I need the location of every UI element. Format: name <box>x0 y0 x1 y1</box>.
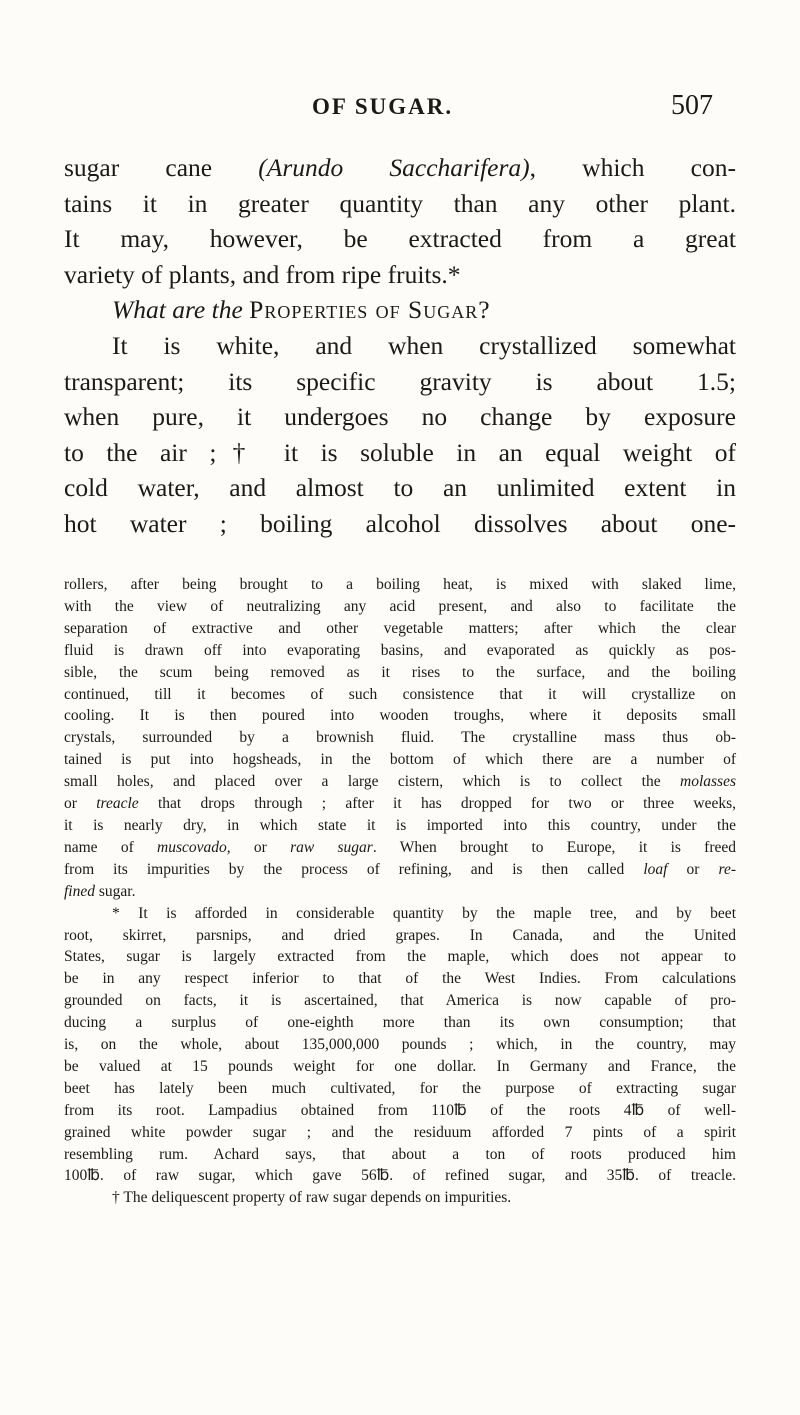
footnote-line <box>64 749 736 771</box>
footnote-line <box>64 771 736 793</box>
text-run: cold water, and almost to an unlimited extent in <box>64 473 736 503</box>
text-run: States, sugar is largely extracted from the maple, which does not appear to <box>64 948 736 966</box>
footnote-line <box>64 1144 736 1166</box>
running-head <box>0 90 800 130</box>
footnote-line <box>64 684 736 706</box>
text-run: to the air ;† it is soluble in an equal weight of <box>64 437 736 467</box>
text-run: or <box>64 795 97 813</box>
footnotes <box>64 574 736 1209</box>
text-run: sugar. <box>95 882 136 900</box>
text-run: , or <box>226 838 291 856</box>
text-run: it is nearly dry, in which state it is imported into this country, under the <box>64 816 736 834</box>
text-run: fluid is drawn off into evaporating basins, and evaporated as quickly as pos- <box>64 641 736 659</box>
text-run: † The deliquescent property of raw sugar depends on impurities. <box>112 1189 512 1207</box>
text-run: , which con- <box>529 153 736 182</box>
text-run: transparent; its specific gravity is about 1.5; <box>64 366 736 396</box>
body-line <box>64 506 736 542</box>
text-run: from its impurities by the process of refining, and is then called <box>64 860 644 878</box>
text-run: name of <box>64 838 158 856</box>
body-line <box>64 150 736 186</box>
body-line <box>64 399 736 435</box>
footnote-line <box>64 662 736 684</box>
text-run: continued, till it becomes of such consistence that it will crystallize on <box>64 685 736 703</box>
text-run: ? <box>478 295 490 325</box>
text-run: loaf <box>643 860 668 878</box>
text-run: treacle <box>96 795 139 813</box>
text-run: separation of extractive and other vegetable matters; after which the clear <box>64 619 736 637</box>
body-line <box>64 364 736 400</box>
text-run: small holes, and placed over a large cistern, which is to collect the <box>64 773 681 791</box>
text-run: cooling. It is then poured into wooden troughs, where it deposits small <box>64 707 736 725</box>
text-run: . When brought to Europe, it is freed <box>372 838 737 856</box>
text-run: rollers, after being brought to a boiling heat, is mixed with slaked lime, <box>64 576 736 593</box>
footnote-line <box>64 727 736 749</box>
text-run: ducing a surplus of one-eighth more than its own consumption; that <box>64 1014 736 1032</box>
text-run: beet has lately been much cultivated, for the purpose of extracting sugar <box>64 1079 736 1097</box>
text-run: that drops through ; after it has dropped for two or three weeks, <box>138 795 736 813</box>
footnote-line <box>64 968 736 990</box>
text-run: * It is afforded in considerable quantity by the maple tree, and by beet <box>112 904 736 922</box>
text-run: 100℔. of raw sugar, which gave 56℔. of refined sugar, and 35℔. of treacle. <box>64 1167 736 1185</box>
footnote-line <box>64 1100 736 1122</box>
text-run: variety of plants, and from ripe fruits.* <box>64 259 461 289</box>
text-run: sugar cane <box>64 153 259 182</box>
footnote-line <box>64 925 736 947</box>
footnote-line <box>64 1122 736 1144</box>
body-line <box>64 257 736 293</box>
text-run: What are the <box>112 295 243 325</box>
body-line <box>64 186 736 222</box>
footnote-line <box>64 618 736 640</box>
text-run: resembling rum. Achard says, that about a ton of roots produced him <box>64 1145 736 1163</box>
footnote-line <box>64 574 736 596</box>
running-title: OF SUGAR. <box>312 94 454 119</box>
text-run: It may, however, be extracted from a great <box>64 224 736 254</box>
footnote-line <box>64 1056 736 1078</box>
body-line <box>64 221 736 257</box>
body-line <box>64 435 736 471</box>
footnote-line <box>64 596 736 618</box>
text-run: grained white powder sugar ; and the residuum afforded 7 pints of a spirit <box>64 1123 736 1141</box>
text-run: with the view of neutralizing any acid present, and also to facilitate the <box>64 597 736 615</box>
body-line <box>64 470 736 506</box>
footnote-line <box>64 1187 736 1209</box>
text-run: molasses <box>680 773 736 791</box>
text-run: when pure, it undergoes no change by exposure <box>64 402 736 432</box>
footnote-line <box>64 990 736 1012</box>
footnote-line <box>64 1078 736 1100</box>
text-run: sible, the scum being removed as it rises to the surface, and the boiling <box>64 663 736 681</box>
footnote-line <box>64 1012 736 1034</box>
footnote-line <box>64 815 736 837</box>
text-run: fined <box>64 882 95 900</box>
footnote-line <box>64 946 736 968</box>
text-run: tains it in greater quantity than any other plant. <box>64 188 736 218</box>
text-run: be valued at 15 pounds weight for one dollar. In Germany and France, the <box>64 1057 736 1075</box>
footnote-line <box>64 859 736 881</box>
text-run: (Arundo Saccharifera) <box>258 153 530 182</box>
body-line <box>64 292 736 328</box>
footnote-line <box>64 1165 736 1187</box>
text-run: is, on the whole, about 135,000,000 pounds ; which, in the country, may <box>64 1036 736 1054</box>
text-run: muscovado <box>157 838 227 856</box>
footnote-line <box>64 705 736 727</box>
body-line <box>64 328 736 364</box>
footnote-line <box>64 793 736 815</box>
text-run: hot water ; boiling alcohol dissolves about one- <box>64 508 736 538</box>
footnote-line <box>64 837 736 859</box>
footnote-line <box>64 640 736 662</box>
text-run: It is white, and when crystallized somewhat <box>112 330 736 360</box>
text-run: root, skirret, parsnips, and dried grapes. In Canada, and the United <box>64 926 736 944</box>
footnote-line <box>64 903 736 925</box>
text-run: re- <box>718 860 736 878</box>
text-run: grounded on facts, it is ascertained, that America is now capable of pro- <box>64 992 736 1010</box>
footnote-line <box>64 1034 736 1056</box>
text-run: be in any respect inferior to that of the West Indies. From calculations <box>64 970 736 988</box>
text-run: tained is put into hogsheads, in the bottom of which there are a number of <box>64 751 736 769</box>
footnote-line <box>64 881 736 903</box>
text-run: Properties of Sugar <box>249 295 479 325</box>
text-run: raw sugar <box>290 838 373 856</box>
text-run: crystals, surrounded by a brownish fluid. The crystalline mass thus ob- <box>64 729 736 747</box>
text-run: from its root. Lampadius obtained from 110℔ of the roots 4℔ of well- <box>64 1101 736 1119</box>
text-run: or <box>667 860 719 878</box>
page-number: 507 <box>671 90 713 121</box>
body-text <box>64 150 736 542</box>
